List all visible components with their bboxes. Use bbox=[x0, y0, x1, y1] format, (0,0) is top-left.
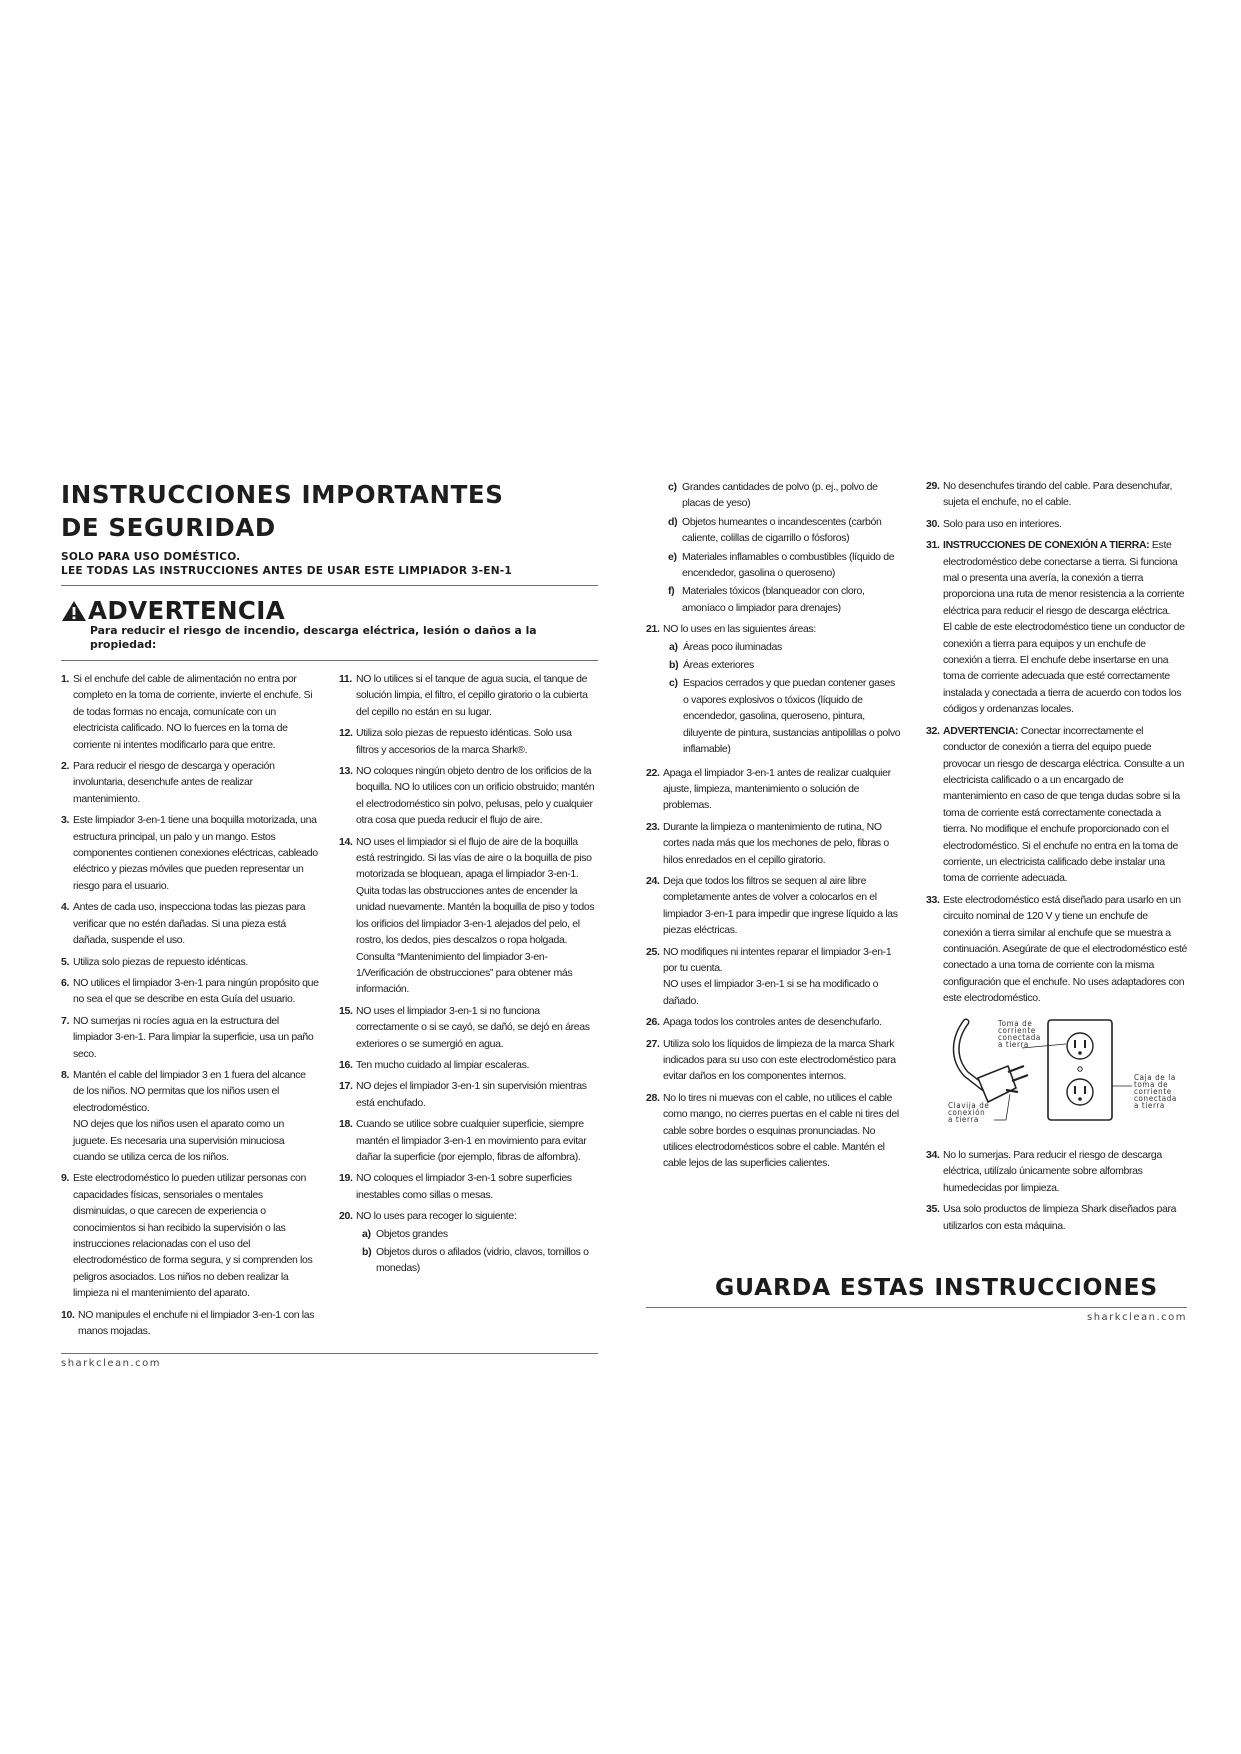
list-item bbox=[926, 1147, 1187, 1196]
item-heading: INSTRUCCIONES DE CONEXIÓN A TIERRA: bbox=[943, 539, 1150, 552]
sub-item-text: Espacios cerrados y que puedan contener gases o vapores explosivos o tóxicos (líquido de encendedor, gasolina, queroseno, pintura, diluyente de pintura, sustancias antipolillas o polvo inflamable) bbox=[683, 677, 901, 756]
item-number: 20. bbox=[339, 1210, 353, 1223]
item-number: 15. bbox=[339, 1004, 353, 1017]
item-number: 23. bbox=[646, 820, 660, 833]
left-column-2 bbox=[339, 671, 595, 1344]
item-number: 8. bbox=[61, 1068, 70, 1081]
item-text: NO dejes el limpiador 3-en-1 sin supervisión mientras está enchufado. bbox=[356, 1080, 587, 1109]
list-item bbox=[61, 899, 319, 948]
item-number: 14. bbox=[339, 835, 353, 848]
item-number: 27. bbox=[646, 1037, 660, 1050]
list-item bbox=[646, 873, 901, 939]
label-outlet: corriente bbox=[998, 1025, 1036, 1035]
item-number: 32. bbox=[926, 724, 940, 737]
right-page bbox=[646, 478, 1187, 1323]
sub-item-letter: a) bbox=[669, 640, 678, 653]
sub-item bbox=[668, 514, 901, 547]
item-text: NO coloques ningún objeto dentro de los orificios de la boquilla. NO lo utilices con un orificio obstruido; mantén el electrodoméstico sin polvo, pelusas, pelo y cualquier otra cosa que pueda reducir el flujo de aire. bbox=[356, 765, 595, 827]
label-box: corriente bbox=[1134, 1086, 1172, 1096]
list-item bbox=[646, 621, 901, 759]
item-number: 12. bbox=[339, 727, 353, 740]
sub-item-letter: c) bbox=[669, 677, 678, 690]
list-item bbox=[646, 1090, 901, 1172]
label-pin: conexión bbox=[948, 1107, 986, 1117]
sub-item-letter: c) bbox=[668, 481, 677, 493]
right-column-1 bbox=[646, 478, 901, 1239]
item-number: 4. bbox=[61, 901, 70, 914]
left-columns bbox=[61, 671, 598, 1344]
item-number: 33. bbox=[926, 893, 940, 906]
list-item bbox=[61, 1170, 319, 1301]
warning-subtitle: Para reducir el riesgo de incendio, descarga eléctrica, lesión o daños a la propiedad: bbox=[90, 624, 537, 651]
receptacle-bottom bbox=[1067, 1079, 1093, 1105]
subtitle-line-2: LEE TODAS LAS INSTRUCCIONES ANTES DE USAR ESTE LIMPIADOR 3-EN-1 bbox=[61, 565, 512, 577]
item-number: 30. bbox=[926, 517, 940, 530]
receptacle-top bbox=[1067, 1033, 1093, 1059]
sub-item bbox=[669, 639, 901, 655]
list-item bbox=[926, 516, 1187, 532]
list-item bbox=[646, 944, 901, 1010]
subtitle-line-1: SOLO PARA USO DOMÉSTICO. bbox=[61, 551, 241, 563]
item-number: 34. bbox=[926, 1149, 940, 1161]
list-item bbox=[61, 1307, 319, 1340]
item-number: 2. bbox=[61, 760, 70, 773]
ground-hole-icon bbox=[1078, 1097, 1082, 1101]
list-item bbox=[339, 1003, 595, 1052]
item-heading: ADVERTENCIA: bbox=[943, 724, 1019, 737]
item-text bbox=[943, 537, 1187, 717]
item-text: NO lo utilices si el tanque de agua sucia, el tanque de solución limpia, el filtro, el cepillo giratorio o la cubierta del cepillo no están en su lugar. bbox=[356, 673, 588, 718]
item-text: Solo para uso en interiores. bbox=[943, 517, 1062, 530]
list-item bbox=[926, 537, 1187, 717]
item-text: Utiliza solo piezas de repuesto idénticas. Solo usa filtros y accesorios de la marca Shark®. bbox=[356, 727, 572, 756]
item-number: 9. bbox=[61, 1172, 70, 1185]
item-text: NO uses el limpiador si el flujo de aire de la boquilla está restringido. Si las vías de aire o la boquilla de piso motorizada se bloquean, apaga el limpiador 3-en-1. Quita todas las obstrucciones antes de encender la unidad nuevamente. Mantén la boquilla de piso y todos los orificios del limpiador 3-en-1 alejados del pelo, el rostro, los dedos, pies descalzos o ropa holgada. Consulta “Mantenimiento del limpiador 3-en-1/Verificación de obstrucciones” para obtener más información. bbox=[356, 835, 595, 996]
item-text: Cuando se utilice sobre cualquier superficie, siempre mantén el limpiador 3-en-1 en movimiento para evitar dañar la superficie (por ejemplo, fibras de alfombra). bbox=[356, 1118, 587, 1163]
item-number: 3. bbox=[61, 814, 70, 827]
sub-item-letter: b) bbox=[362, 1246, 372, 1258]
item-text: NO uses el limpiador 3-en-1 si no funciona correctamente o si se cayó, se dañó, se dejó en áreas exteriores o se sumergió en agua. bbox=[356, 1004, 590, 1050]
warning-triangle-icon bbox=[61, 600, 87, 622]
item-text: Apaga todos los controles antes de desenchufarlo. bbox=[663, 1016, 882, 1029]
item-number: 16. bbox=[339, 1058, 353, 1071]
item-text: NO coloques el limpiador 3-en-1 sobre superficies inestables como sillas o mesas. bbox=[356, 1172, 572, 1201]
sub-item-text: Áreas poco iluminadas bbox=[683, 640, 782, 653]
closing-title: GUARDA ESTAS INSTRUCCIONES bbox=[715, 1273, 1158, 1302]
item-text: Antes de cada uso, inspecciona todas las piezas para verificar que no estén dañadas. Si una pieza está dañada, suspende el uso. bbox=[73, 901, 306, 947]
slot-icon bbox=[1074, 1086, 1076, 1094]
leader-line bbox=[1006, 1094, 1010, 1120]
list-item bbox=[339, 725, 595, 758]
title-line-1: INSTRUCCIONES IMPORTANTES bbox=[61, 480, 504, 509]
label-pin: Clavija de bbox=[948, 1100, 990, 1110]
item-text: Este limpiador 3-en-1 tiene una boquilla motorizada, una estructura principal, un palo y un mango. Estos componentes contienen conexiones eléctricas, cableado eléctrico y piezas móviles que pueden representar un riesgo para el usuario. bbox=[73, 814, 318, 892]
item-paragraph: NO lo uses para recoger lo siguiente: bbox=[356, 1210, 517, 1223]
item-text: Durante la limpieza o mantenimiento de rutina, NO cortes nada más que los mechones de pelo, fibras o hilos enredados en el cepillo giratorio. bbox=[663, 820, 889, 866]
right-column-2 bbox=[926, 478, 1187, 1239]
item-text: Este electrodoméstico lo pueden utilizar personas con capacidades físicas, sensoriales o mentales disminuidas, o que carecen de experiencia o conocimientos si han recibido la supervisión o las instrucciones relacionadas con el uso del electrodoméstico de forma segura, y si comprenden los peligros asociados. Los niños no deben realizar la limpieza ni el mantenimiento del aparato. bbox=[73, 1172, 313, 1300]
item-number: 19. bbox=[339, 1172, 353, 1185]
divider bbox=[61, 1353, 598, 1354]
list-item bbox=[646, 1036, 901, 1085]
list-item bbox=[61, 975, 319, 1008]
sub-item-letter: b) bbox=[669, 659, 679, 672]
plug-prong bbox=[1008, 1066, 1024, 1072]
sub-item-letter: d) bbox=[668, 515, 678, 528]
item-text bbox=[663, 621, 901, 759]
sub-item-text: Materiales inflamables o combustibles (líquido de encendedor, gasolina o queroseno) bbox=[682, 550, 895, 580]
item-text bbox=[663, 944, 901, 1010]
list-item bbox=[61, 671, 319, 753]
page-subtitle bbox=[61, 550, 598, 578]
slot-icon bbox=[1084, 1040, 1086, 1048]
item-text: Utiliza solo piezas de repuesto idénticas. bbox=[73, 955, 248, 968]
sub-item bbox=[362, 1226, 595, 1242]
divider bbox=[61, 660, 598, 661]
item-text: Este electrodoméstico está diseñado para usarlo en un circuito nominal de 120 V y tiene un enchufe de conexión a tierra similar al enchufe que se muestra a continuación. Asegúrate de que el electrodoméstico esté conectado a una toma de corriente con la misma configuración que el enchufe. No uses adaptadores con este electrodoméstico. bbox=[943, 893, 1188, 1005]
list-item bbox=[339, 1208, 595, 1279]
sub-item-text: Objetos grandes bbox=[376, 1227, 448, 1240]
list-item bbox=[61, 1067, 319, 1165]
ground-hole-icon bbox=[1078, 1051, 1082, 1055]
list-item bbox=[926, 723, 1187, 887]
item-number: 18. bbox=[339, 1118, 353, 1131]
list-item bbox=[926, 478, 1187, 511]
item-number: 25. bbox=[646, 945, 660, 958]
item-number: 13. bbox=[339, 765, 353, 778]
item-text: NO manipules el enchufe ni el limpiador 3-en-1 con las manos mojadas. bbox=[78, 1308, 315, 1338]
list-item bbox=[339, 834, 595, 998]
item-number: 7. bbox=[61, 1014, 70, 1027]
item-paragraph: NO modifiques ni intentes reparar el limpiador 3-en-1 por tu cuenta. bbox=[663, 945, 892, 974]
list-item bbox=[339, 1170, 595, 1203]
item-paragraph-text: Conectar incorrectamente el conductor de conexión a tierra del equipo puede provocar un riesgo de descarga eléctrica. Consulte a un electricista calificado o a un encargado de mantenimiento en caso de que tenga dudas sobre si la toma de corriente está correctamente conectada a tierra. No modifique el enchufe proporcionado con el electrodoméstico. Si el enchufe no entra en la toma de corriente, un electricista calificado debe instalar una toma de corriente adecuada. bbox=[943, 724, 1185, 885]
sub-item-letter: e) bbox=[668, 550, 677, 563]
list-item bbox=[646, 819, 901, 868]
item-number: 6. bbox=[61, 976, 70, 989]
item-number: 24. bbox=[646, 874, 660, 887]
item-text: Para reducir el riesgo de descarga y operación involuntaria, desenchufe antes de realizar mantenimiento. bbox=[73, 760, 275, 805]
divider bbox=[61, 585, 598, 586]
list-item bbox=[339, 671, 595, 720]
list-item bbox=[61, 812, 319, 894]
item-paragraph: NO lo uses en las siguientes áreas: bbox=[663, 623, 816, 636]
label-pin: a tierra bbox=[948, 1114, 979, 1124]
sub-item bbox=[362, 1244, 595, 1277]
right-columns bbox=[646, 478, 1187, 1239]
item-paragraph-text: Este electrodoméstico debe conectarse a tierra. Si funciona mal o presenta una avería, la conexión a tierra proporciona una ruta de menor resistencia a la corriente eléctrica para reducir el riesgo de descarga eléctrica. bbox=[943, 539, 1185, 617]
item-text bbox=[356, 1208, 595, 1279]
sub-item-text: Áreas exteriores bbox=[683, 659, 754, 672]
item-text: NO sumerjas ni rocíes agua en la estructura del limpiador 3-en-1. Para limpiar la superficie, usa un paño seco. bbox=[73, 1014, 314, 1060]
item-number: 17. bbox=[339, 1080, 353, 1093]
slot-icon bbox=[1074, 1040, 1076, 1048]
sub-item-letter: a) bbox=[362, 1227, 371, 1240]
item-number: 29. bbox=[926, 480, 940, 492]
item-text: Deja que todos los filtros se sequen al aire libre completamente antes de volver a colocarlos en el limpiador 3-en-1 para impedir que ingrese líquido a las piezas eléctricas. bbox=[663, 874, 898, 937]
list-item bbox=[339, 1078, 595, 1111]
item-number: 1. bbox=[61, 673, 70, 685]
sub-item-text: Objetos duros o afilados (vidrio, clavos, tornillos o monedas) bbox=[376, 1246, 589, 1275]
sub-item-text: Grandes cantidades de polvo (p. ej., polvo de placas de yeso) bbox=[682, 481, 878, 510]
divider bbox=[646, 1307, 1187, 1308]
item-text: No lo sumerjas. Para reducir el riesgo de descarga eléctrica, utilízalo únicamente sobre alfombras humedecidas por limpieza. bbox=[943, 1149, 1162, 1194]
page-title bbox=[61, 478, 598, 544]
label-box: conectada bbox=[1134, 1093, 1177, 1103]
item-number: 5. bbox=[61, 955, 70, 968]
warning-title: ADVERTENCIA bbox=[88, 596, 286, 625]
grounded-plug-diagram bbox=[926, 1016, 1187, 1139]
slot-icon bbox=[1084, 1086, 1086, 1094]
sub-item bbox=[669, 657, 901, 673]
item-text: No lo tires ni muevas con el cable, no utilices el cable como mango, no cierres puertas en el cable ni tires del cable sobre bordes o esquinas pronunciadas. No utilices electrodomésticos sobre el cable. Mantén el cable lejos de las superficies calientes. bbox=[663, 1091, 899, 1170]
sub-item bbox=[668, 583, 901, 616]
item-number: 21. bbox=[646, 623, 660, 636]
sub-item-letter: f) bbox=[668, 585, 675, 598]
item-number: 10. bbox=[61, 1308, 75, 1321]
item-text: NO utilices el limpiador 3-en-1 para ningún propósito que no sea el que se describe en esta Guía del usuario. bbox=[73, 976, 319, 1006]
item-text: Si el enchufe del cable de alimentación no entra por completo en la toma de corriente, invierte el enchufe. Si de todas formas no encaja, comunícate con un electricista calificado. NO lo fuerces en la toma de corriente ni intentes modificarlo para que entre. bbox=[73, 673, 313, 751]
warning-heading bbox=[61, 598, 598, 623]
screw-icon bbox=[1078, 1066, 1082, 1070]
item-paragraph: NO uses el limpiador 3-en-1 si se ha modificado o dañado. bbox=[663, 978, 879, 1007]
list-item bbox=[926, 1201, 1187, 1234]
item-number: 26. bbox=[646, 1016, 660, 1029]
left-column-1 bbox=[61, 671, 319, 1344]
label-outlet: Toma de bbox=[998, 1018, 1033, 1028]
sub-item bbox=[669, 675, 901, 757]
list-item bbox=[61, 1013, 319, 1062]
item-number: 22. bbox=[646, 766, 660, 779]
label-box: a tierra bbox=[1134, 1100, 1165, 1110]
sub-item bbox=[668, 479, 901, 512]
list-item bbox=[926, 892, 1187, 1007]
item-number: 31. bbox=[926, 539, 940, 552]
item-number: 28. bbox=[646, 1091, 660, 1104]
list-item bbox=[61, 954, 319, 970]
item-text: Apaga el limpiador 3-en-1 antes de realizar cualquier ajuste, limpieza, mantenimiento o solución de problemas. bbox=[663, 766, 891, 812]
item-paragraph bbox=[943, 537, 1187, 619]
sub-item bbox=[668, 549, 901, 582]
left-page bbox=[61, 478, 598, 1369]
plug-prong bbox=[1012, 1075, 1028, 1081]
label-box: toma de bbox=[1134, 1079, 1169, 1089]
label-outlet: conectada bbox=[998, 1032, 1041, 1042]
label-box: Caja de la bbox=[1134, 1072, 1176, 1082]
item-number: 11. bbox=[339, 673, 352, 685]
item-text bbox=[943, 723, 1187, 887]
footer-url: sharkclean.com bbox=[1086, 1312, 1187, 1324]
item-text: Utiliza solo los líquidos de limpieza de la marca Shark indicados para su uso con este electrodoméstico para evitar daños en los componentes internos. bbox=[663, 1037, 896, 1083]
sub-item-text: Objetos humeantes o incandescentes (carbón caliente, colillas de cigarrillo o fósforos) bbox=[682, 515, 882, 545]
item-paragraph: Mantén el cable del limpiador 3 en 1 fuera del alcance de los niños. NO permitas que los niños usen el electrodoméstico. bbox=[73, 1068, 306, 1114]
item-number: 35. bbox=[926, 1203, 940, 1216]
item-paragraph: El cable de este electrodoméstico tiene un conductor de conexión a tierra para equipos y un enchufe de conexión a tierra. El enchufe debe insertarse en una toma de corriente adecuada que esté correctamente instalada y conectada a tierra de acuerdo con todos los códigos y ordenanzas locales. bbox=[943, 621, 1185, 716]
plug-outlet-illustration bbox=[926, 1016, 1187, 1134]
footer-url: sharkclean.com bbox=[61, 1358, 162, 1370]
label-outlet: a tierra bbox=[998, 1039, 1029, 1049]
sub-item-text: Materiales tóxicos (blanqueador con cloro, amoníaco o limpiador para drenajes) bbox=[682, 585, 865, 614]
title-line-2: DE SEGURIDAD bbox=[61, 513, 276, 542]
list-item bbox=[646, 765, 901, 814]
item-text: No desenchufes tirando del cable. Para desenchufar, sujeta el enchufe, no el cable. bbox=[943, 480, 1173, 509]
list-item bbox=[339, 763, 595, 829]
list-item bbox=[339, 1116, 595, 1165]
item-paragraph bbox=[943, 723, 1187, 887]
item-text bbox=[73, 1067, 319, 1165]
list-item bbox=[61, 758, 319, 807]
list-item bbox=[646, 1014, 901, 1030]
item-text: Usa solo productos de limpieza Shark diseñados para utilizarlos con esta máquina. bbox=[943, 1203, 1177, 1232]
item-text: Ten mucho cuidado al limpiar escaleras. bbox=[356, 1058, 530, 1071]
item-paragraph: NO dejes que los niños usen el aparato como un juguete. Es necesaria una supervisión minuciosa cuando se utiliza cerca de los niños. bbox=[73, 1118, 285, 1163]
list-item bbox=[339, 1057, 595, 1073]
